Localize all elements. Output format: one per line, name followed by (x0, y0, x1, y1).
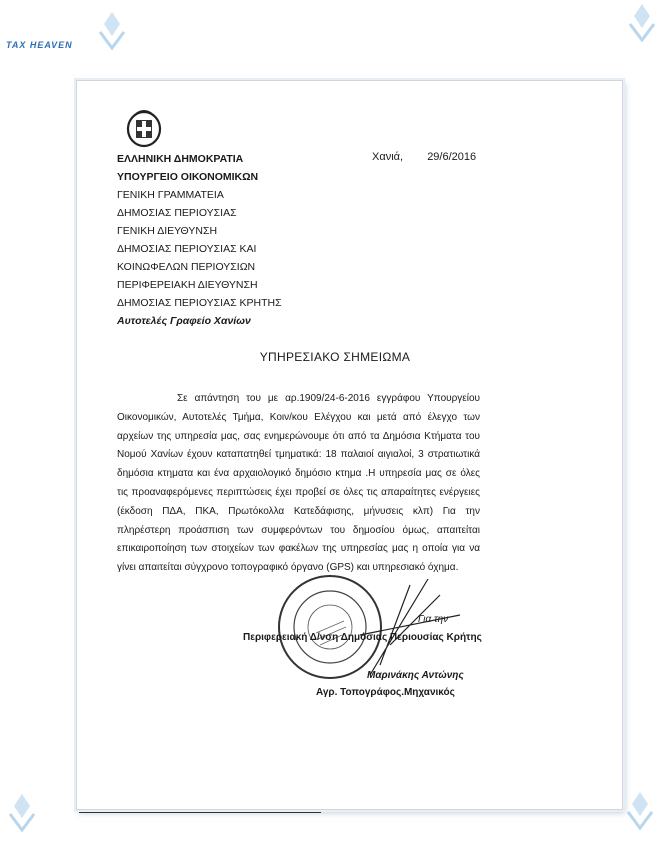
corner-decoration-icon (92, 10, 132, 50)
header-line: ΓΕΝΙΚΗ ΓΡΑΜΜΑΤΕΙΑ (117, 189, 224, 201)
place-label: Χανιά, (372, 151, 404, 163)
footer-divider (79, 812, 321, 813)
corner-decoration-icon (620, 790, 660, 830)
handwritten-signature (340, 575, 470, 680)
header-line: ΚΟΙΝΩΦΕΛΩΝ ΠΕΡΙΟΥΣΙΩΝ (117, 261, 256, 273)
corner-decoration-icon (2, 792, 42, 832)
header-line: ΕΛΛΗΝΙΚΗ ΔΗΜΟΚΡΑΤΙΑ (117, 153, 244, 165)
signature-for-label: Για την (418, 614, 449, 625)
date-line (372, 151, 476, 163)
greek-coat-of-arms-icon (126, 108, 162, 148)
office-name: Αυτοτελές Γραφείο Χανίων (117, 315, 251, 327)
signatory-name: Μαρινάκης Αντώνης (367, 670, 464, 681)
document-body (117, 390, 480, 578)
corner-decoration-icon (622, 2, 662, 42)
signatory-title: Αγρ. Τοπογράφος.Μηχανικός (316, 687, 455, 698)
body-paragraph: Σε απάντηση του με αρ.1909/24-6-2016 εγγράφου Υπουργείου Οικονομικών, Αυτοτελές Τμήμα, Κοιν/κου Ελέγχου και μετά από έλεγχο των αρχείων της υπηρεσία μας, σας ενημερώνουμε ότι από τα Δημόσια Κτήματα του Νομού Χανίων έχουν καταπατηθεί τμηματικά: 18 παλαιοί αιγιαλοί, 3 στρατιωτικά δημόσια κτηματα και ένα αρχαιολογικό δημόσιο κτημα .Η υπηρεσία μας σε όλες τις προαναφερόμενες περιπτώσεις έχει προβεί σε όλες τις απαραίτητες ενέργειες (έκδοση ΠΔΑ, ΠΚΑ, Πρωτόκολλα Κατεδάφισης, μήνυσεις κλπ) Για την πληρέστερη προάσπιση των συμφερόντων του δημοσίου όμως, απαιτείται επικαιροποίηση των στοιχείων των φακέλων της υπηρεσίας μας η οποία για να γίνει απαιτείται σύγχρονο τοπογραφικό όργανο (GPS) και υπηρεσιακό όχημα. (117, 393, 480, 574)
header-line: ΔΗΜΟΣΙΑΣ ΠΕΡΙΟΥΣΙΑΣ ΚΑΙ (117, 243, 257, 255)
signature-department: Περιφερειακή Δ/νση Δημόσιας Περιουσίας Κρήτης (243, 632, 482, 643)
header-line: ΔΗΜΟΣΙΑΣ ΠΕΡΙΟΥΣΙΑΣ (117, 207, 237, 219)
tax-heaven-logo: TAX HEAVEN (6, 40, 73, 50)
header-line: ΓΕΝΙΚΗ ΔΙΕΥΘΥΝΣΗ (117, 225, 218, 237)
document-title: ΥΠΗΡΕΣΙΑΚΟ ΣΗΜΕΙΩΜΑ (259, 350, 411, 364)
header-line: ΔΗΜΟΣΙΑΣ ΠΕΡΙΟΥΣΙΑΣ ΚΡΗΤΗΣ (117, 297, 282, 309)
document-date: 29/6/2016 (427, 151, 477, 163)
header-line: ΠΕΡΙΦΕΡΕΙΑΚΗ ΔΙΕΥΘΥΝΣΗ (117, 279, 258, 291)
header-line: ΥΠΟΥΡΓΕΙΟ ΟΙΚΟΝΟΜΙΚΩΝ (117, 171, 259, 183)
